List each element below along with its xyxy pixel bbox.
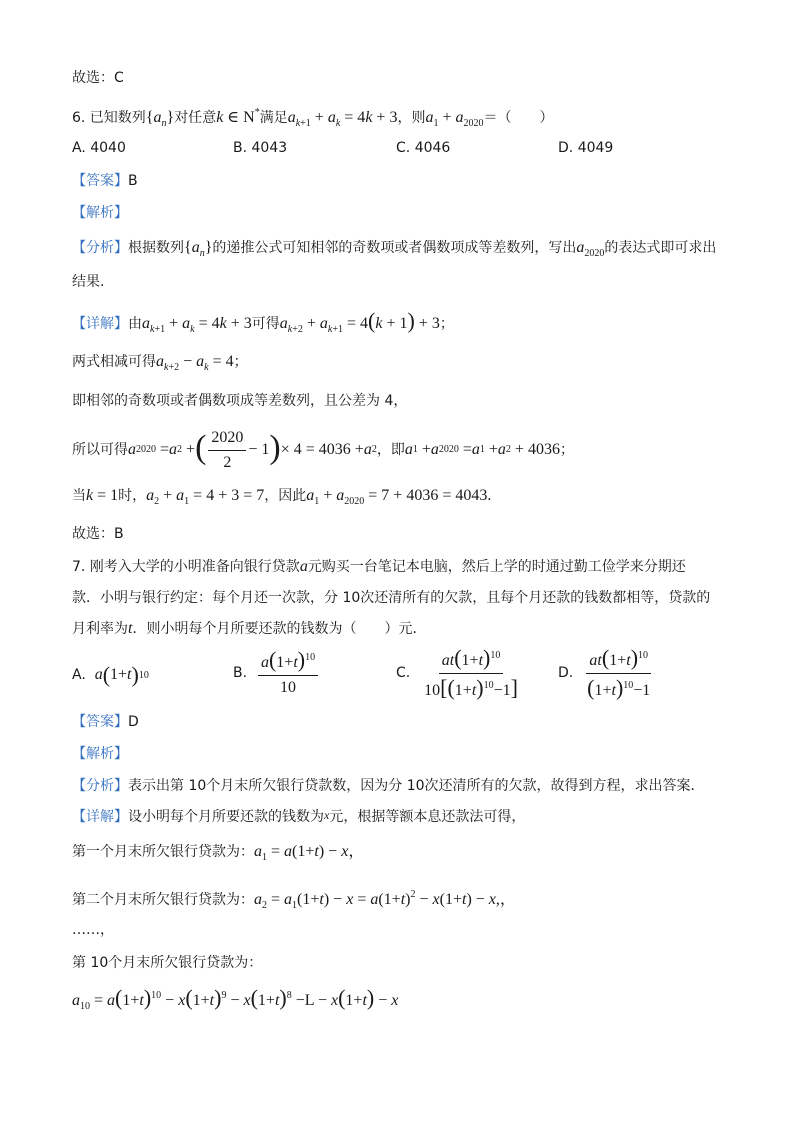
q7-xiangjie-4: 第 10个月末所欠银行贷款为：: [72, 955, 263, 971]
q7-answer: 【答案】D: [72, 714, 139, 730]
q7-stem-3: 月利率为t．则小明每个月所要还款的钱数为（ ）元．: [72, 620, 427, 637]
q7-fenxi: 【分析】表示出第 10个月末所欠银行贷款数，因为分 10次还清所有的欠款，故得到方程，求出答案．: [72, 778, 705, 794]
q7-option-c: C. $\frac{at(1+t)^{10}}{10[(1+t)^{10}-1]}$: [396, 644, 518, 700]
q6-fenxi: 【分析】根据数列$\{a_n\}$的递推公式可知相邻的奇数项或者偶数项成等差数列，写出$a_{2020}$的表达式即可求出: [72, 239, 717, 259]
q6-option-a: A. 4040: [72, 140, 126, 156]
q6-xiangjie-4: 所以可得 a 2020 = a 2 + ( $\frac{2020}{2}$ − 1 ) × 4 = 4036 + a 2 ，即 a 1 + a 2020 = a 1 + a 2 + 4036 ；: [72, 428, 574, 471]
q6-xiangjie-5: 当k = 1时，$a_2 + a_1 = 4 + 3 = 7$，因此$a_1 + a_{2020} = 7 + 4036 = 4043$.: [72, 487, 492, 507]
q6-xiangjie-2: 两式相减可得$a_{k+2} - a_k = 4$；: [72, 353, 248, 373]
q6-stem: 6. 已知数列$\{a_n\}$对任意k ∈ N*满足$a_{k+1} + a_k = 4k + 3$，则$a_1 + a_{2020}=$（ ）: [72, 107, 554, 129]
q6-answer: 【答案】B: [72, 173, 138, 189]
q6-option-b: B. 4043: [233, 140, 288, 156]
q7-xiangjie-1: 【详解】设小明每个月所要还款的钱数为x元，根据等额本息还款法可得，: [72, 808, 526, 825]
q5-result: 故选：C: [72, 70, 124, 86]
q6-fenxi-end: 结果.: [72, 274, 105, 290]
q6-result: 故选：B: [72, 526, 124, 542]
q7-stem-2: 款．小明与银行约定：每个月还一次款，分 10次还清所有的欠款，且每个月还款的钱数都相等，贷款的: [72, 590, 711, 606]
q7-stem-1: 7. 刚考入大学的小明准备向银行贷款a元购买一台笔记本电脑，然后上学的时通过勤工俭学来分期还: [72, 558, 686, 575]
q7-option-d: D. $\frac{at(1+t)^{10}}{(1+t)^{10}-1}$: [558, 644, 651, 700]
q6-xiangjie-1: 【详解】由$a_{k+1} + a_k = 4k + 3$可得$a_{k+2} + a_{k+1} = 4(k + 1) + 3$；: [72, 308, 454, 335]
q7-option-b: B. $\frac{a(1+t)^{10}}{10}$: [233, 648, 320, 698]
q6-xiangjie-3: 即相邻的奇数项或者偶数项成等差数列，且公差为 4，: [72, 393, 408, 409]
q7-ellipsis: ……，: [72, 922, 114, 938]
q6-option-c: C. 4046: [396, 140, 451, 156]
q7-xiangjie-3: 第二个月末所欠银行贷款为：$a_2 = a_1(1+t) - x = a(1+t)^2 - x(1+t) - x$,，: [72, 889, 516, 911]
q7-xiangjie-2: 第一个月末所欠银行贷款为：$a_1 = a(1+t) - x$，: [72, 843, 365, 863]
q7-option-a: A. a ( 1+ t ) 10: [72, 662, 149, 687]
q7-xiangjie-5: $a_{10} = a(1+t)^{10} - x(1+t)^9 - x(1+t)^8 -L - x(1+t) - x$: [72, 985, 399, 1012]
q7-analysis-tag: 【解析】: [72, 746, 128, 762]
q6-option-d: D. 4049: [558, 140, 614, 156]
q6-analysis-tag: 【解析】: [72, 205, 128, 221]
